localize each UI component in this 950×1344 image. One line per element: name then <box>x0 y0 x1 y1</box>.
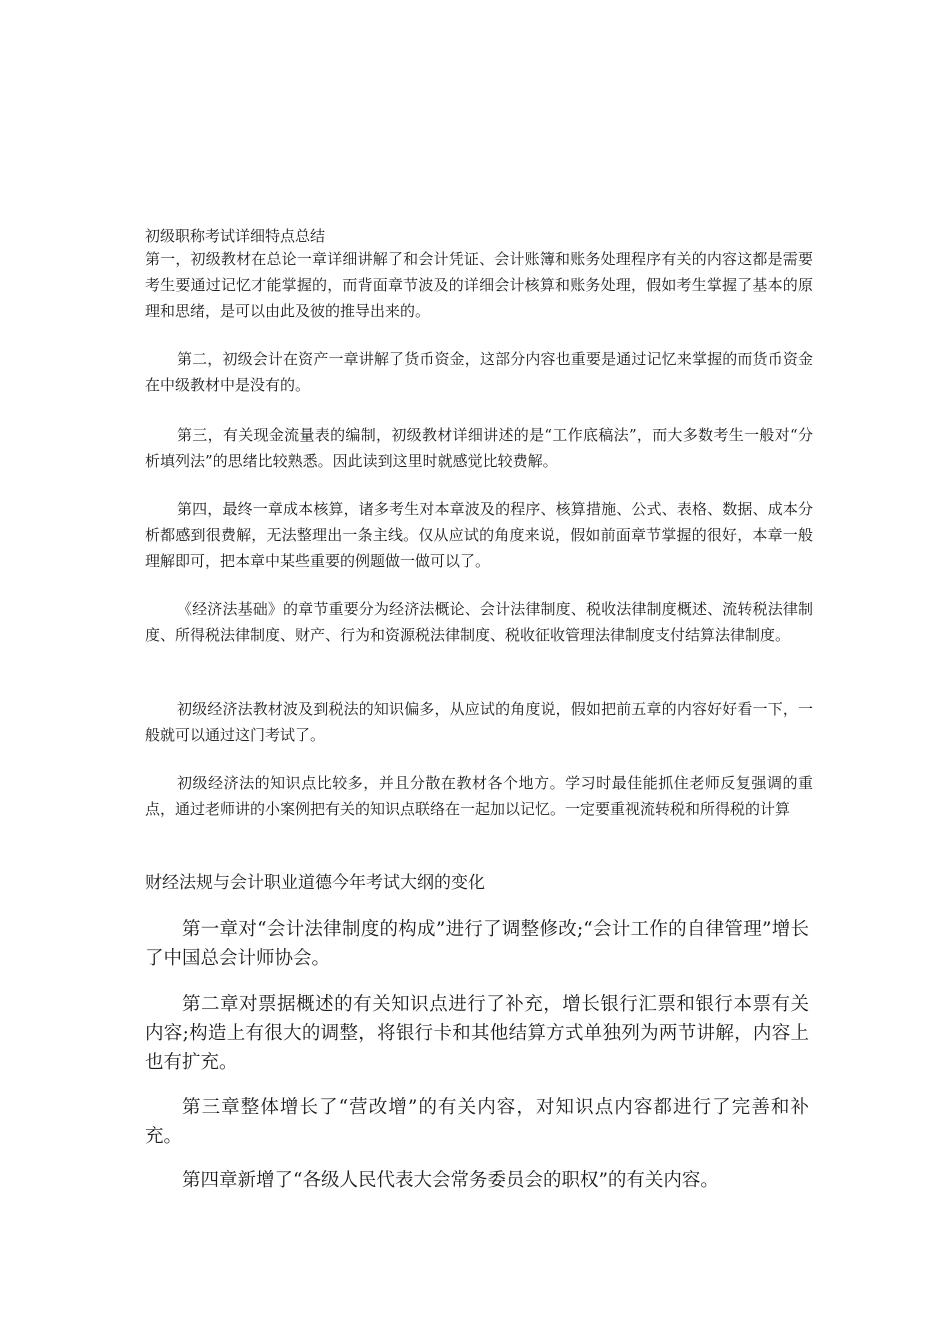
paragraph-1: 第一，初级教材在总论一章详细讲解了和会计凭证、会计账簿和账务处理程序有关的内容这都是需要考生要通过记忆才能掌握的，而背面章节波及的详细会计核算和账务处理，假如考生掌握了基本的原理和思绪，是可以由此及彼的推导出来的。 <box>145 250 813 320</box>
paragraph-3: 第三，有关现金流量表的编制，初级教材详细讲述的是“工作底稿法”，而大多数考生一般对“分析填列法”的思绪比较熟悉。因此读到这里时就感觉比较费解。 <box>145 426 813 470</box>
paragraph-5: 《经济法基础》的章节重要分为经济法概论、会计法律制度、税收法律制度概述、流转税法律制度、所得税法律制度、财产、行为和资源税法律制度、税收征收管理法律制度支付结算法律制度。 <box>145 600 813 644</box>
section-paragraph-2: 第二章对票据概述的有关知识点进行了补充，增长银行汇票和银行本票有关内容;构造上有很大的调整，将银行卡和其他结算方式单独列为两节讲解，内容上也有扩充。 <box>145 994 809 1073</box>
section-paragraph-4: 第四章新增了“各级人民代表大会常务委员会的职权”的有关内容。 <box>182 1170 719 1191</box>
paragraph-2: 第二，初级会计在资产一章讲解了货币资金，这部分内容也重要是通过记忆来掌握的而货币资金在中级教材中是没有的。 <box>145 350 813 394</box>
section-paragraph-1: 第一章对“会计法律制度的构成”进行了调整修改;“会计工作的自律管理”增长了中国总会计师协会。 <box>145 919 809 969</box>
paragraph-6: 初级经济法教材波及到税法的知识偏多，从应试的角度说，假如把前五章的内容好好看一下，一般就可以通过这门考试了。 <box>145 700 813 744</box>
paragraph-4: 第四，最终一章成本核算，诸多考生对本章波及的程序、核算措施、公式、表格、数据、成本分析都感到很费解，无法整理出一条主线。仅从应试的角度来说，假如前面章节掌握的很好，本章一般理解即可，把本章中某些重要的例题做一做可以了。 <box>145 500 813 570</box>
paragraph-7: 初级经济法的知识点比较多，并且分散在教材各个地方。学习时最佳能抓住老师反复强调的重点，通过老师讲的小案例把有关的知识点联络在一起加以记忆。一定要重视流转税和所得税的计算 <box>145 774 813 818</box>
section-paragraph-3: 第三章整体增长了“营改增”的有关内容，对知识点内容都进行了完善和补充。 <box>145 1097 809 1147</box>
document-title: 初级职称考试详细特点总结 <box>145 227 326 245</box>
section-title: 财经法规与会计职业道德今年考试大纲的变化 <box>145 873 485 893</box>
